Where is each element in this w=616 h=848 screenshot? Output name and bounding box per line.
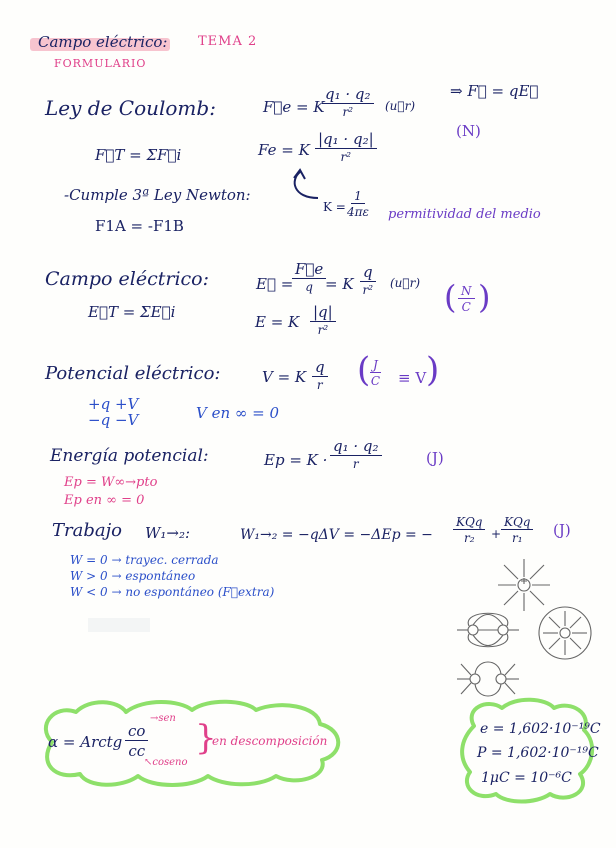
permitividad-note: permitividad del medio [388, 207, 541, 222]
coulomb-implies: ⇒ F⃗ = qE⃗ [450, 82, 539, 100]
trabajo-line1: W = 0 → trayec. cerrada [70, 553, 219, 567]
field-lines-negative-sketch [537, 605, 593, 661]
campo-unit-fraction [458, 284, 475, 315]
k-lhs: K = [323, 200, 346, 214]
page-title: Campo eléctrico: [38, 33, 168, 51]
trabajo-line3: W < 0 → no espontáneo (F⃗extra) [70, 585, 275, 599]
coulomb-ft: F⃗T = ΣF⃗i [95, 146, 182, 164]
campo-unit-paren-close: ) [478, 278, 491, 316]
campo-et: E⃗T = ΣE⃗i [88, 303, 176, 321]
angle-brace: } [195, 718, 217, 758]
coulomb-fe-unit: (u⃗r) [385, 99, 416, 113]
trabajo-d1: r₂ [463, 531, 475, 546]
curved-arrow-icon [288, 168, 328, 208]
campo-mid: = K [325, 275, 354, 293]
campo-e-abs-num: |q| [310, 303, 336, 322]
k-fraction [347, 189, 369, 220]
potencial-unit-fraction [370, 358, 381, 389]
campo-unit-paren-open: ( [444, 278, 457, 316]
newton-equation: F1A = -F1B [95, 217, 184, 235]
campo-frac1 [292, 260, 326, 294]
k-num: 1 [351, 189, 365, 204]
angle-desc: en descomposición [212, 734, 328, 748]
energia-note2: Ep en ∞ = 0 [64, 493, 145, 508]
angle-fraction [125, 722, 148, 760]
angle-sen: →sen [150, 713, 176, 724]
potencial-unit-den: C [370, 374, 380, 389]
trabajo-unit: (J) [553, 521, 571, 539]
coulomb-fe-abs-lhs: Fe = K [258, 141, 310, 159]
coulomb-fe-lhs: F⃗e = K [263, 98, 325, 116]
coulomb-unit: (N) [456, 122, 481, 140]
campo-e-abs-den: r² [317, 323, 329, 337]
trabajo-heading: Trabajo [52, 520, 123, 541]
campo-num2: q [360, 263, 376, 282]
potencial-num: q [312, 358, 328, 377]
constant-microcoulomb: 1μC = 10⁻⁶C [481, 770, 572, 786]
potencial-heading: Potencial eléctrico: [45, 363, 221, 384]
coulomb-heading: Ley de Coulomb: [45, 96, 216, 120]
angle-coseno: ↖coseno [144, 757, 188, 768]
potencial-neg: −q −V [88, 411, 139, 429]
potencial-unit-eq: ≡ V [398, 369, 427, 387]
angle-lhs: α = Arctg [48, 733, 123, 751]
trabajo-d2: r₁ [511, 531, 523, 546]
campo-unit-num: N [458, 284, 475, 299]
field-lines-dipole-sketch [455, 605, 521, 655]
potencial-unit-num: J [370, 358, 381, 373]
coulomb-fe-abs-fraction [315, 130, 377, 164]
trabajo-symbol: W₁→₂: [145, 524, 191, 542]
angle-den: cc [128, 742, 146, 760]
trabajo-frac2 [501, 515, 533, 546]
potencial-pos: +q +V [88, 395, 139, 413]
tape-mark [88, 618, 150, 632]
trabajo-n1: KQq [453, 515, 485, 530]
coulomb-fe-num: q₁ · q₂ [322, 85, 374, 104]
potencial-unit-paren-close: ) [426, 350, 440, 390]
formulario-label: FORMULARIO [54, 57, 147, 70]
cumple-newton: -Cumple 3ª Ley Newton: [64, 186, 251, 204]
energia-fraction [330, 437, 382, 471]
trabajo-plus: + [491, 527, 502, 541]
campo-unit-vec: (u⃗r) [390, 276, 421, 290]
coulomb-fe-abs-den: r² [340, 150, 352, 164]
trabajo-frac1 [453, 515, 485, 546]
energia-unit: (J) [426, 449, 444, 467]
energia-den: r [352, 457, 359, 471]
campo-den2: r² [362, 283, 374, 297]
energia-ep-lhs: Ep = K · [264, 451, 328, 469]
coulomb-fe-abs-num: |q₁ · q₂| [315, 130, 377, 149]
potencial-den: r [316, 378, 323, 392]
campo-e-lhs: E⃗ = [256, 275, 294, 293]
k-den: 4πε [347, 205, 369, 220]
campo-heading: Campo eléctrico: [45, 268, 210, 290]
campo-e-abs-fraction [310, 303, 336, 337]
energia-num: q₁ · q₂ [330, 437, 382, 456]
potencial-unit-paren-open: ( [357, 350, 371, 390]
campo-num1: F⃗e [292, 260, 326, 279]
angle-num: co [125, 722, 148, 741]
constant-proton: P = 1,602·10⁻¹⁹C [477, 745, 599, 761]
trabajo-equation: W₁→₂ = −qΔV = −ΔEp = − [240, 527, 433, 543]
energia-heading: Energía potencial: [50, 446, 209, 466]
potencial-v-lhs: V = K [262, 368, 307, 386]
energia-note1: Ep = W∞→pto [64, 475, 158, 490]
campo-e-abs-lhs: E = K [255, 313, 300, 331]
potencial-fraction [312, 358, 328, 392]
trabajo-n2: KQq [501, 515, 533, 530]
constant-electron: e = 1,602·10⁻¹⁹C [480, 721, 601, 737]
trabajo-line2: W > 0 → espontáneo [70, 569, 196, 583]
campo-den1: q [305, 280, 313, 294]
campo-unit-den: C [461, 300, 471, 315]
coulomb-fe-fraction [322, 85, 374, 119]
potencial-inf: V en ∞ = 0 [196, 404, 280, 422]
campo-frac2 [360, 263, 376, 297]
tema-label: TEMA 2 [198, 34, 258, 49]
coulomb-fe-den: r² [342, 105, 354, 119]
